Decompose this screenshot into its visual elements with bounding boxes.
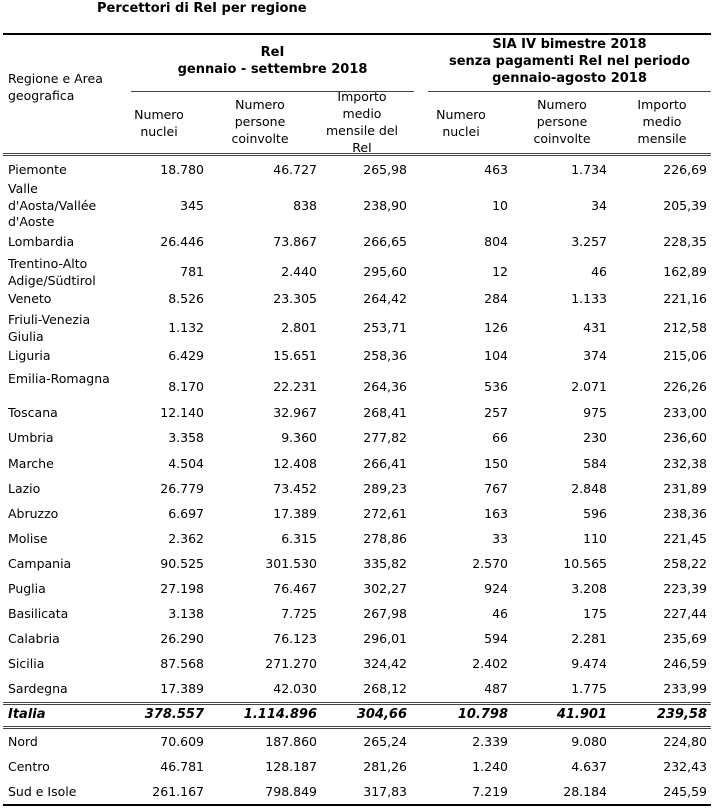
region-name: Toscana [8, 405, 58, 420]
cell-rei-nuclei: 26.290 [160, 631, 204, 646]
italia-rule-bottom-double [3, 728, 711, 729]
region-name: Marche [8, 456, 54, 471]
cell-rei-importo: 295,60 [363, 264, 407, 279]
cell-sia-importo: 232,43 [663, 759, 707, 774]
cell-rei-nuclei: 90.525 [160, 556, 204, 571]
cell-sia-persone: 1.734 [571, 162, 607, 177]
cell-sia-persone: 975 [583, 405, 607, 420]
italia-rule-top [3, 702, 711, 703]
cell-rei-importo: 296,01 [363, 631, 407, 646]
cell-rei-importo: 268,41 [363, 405, 407, 420]
group-rei-header [131, 44, 414, 78]
cell-sia-importo: 232,38 [663, 456, 707, 471]
region-name: Liguria [8, 348, 51, 363]
cell-sia-persone: 230 [583, 430, 607, 445]
region-name: Molise [8, 531, 48, 546]
cell-rei-persone: 22.231 [273, 379, 317, 394]
cell-sia-persone: 584 [583, 456, 607, 471]
cell-sia-importo: 224,80 [663, 734, 707, 749]
cell-sia-nuclei: 150 [484, 456, 508, 471]
cell-rei-nuclei: 781 [180, 264, 204, 279]
region-name: Italia [8, 707, 46, 722]
cell-rei-nuclei: 8.170 [168, 379, 204, 394]
region-name: Piemonte [8, 162, 67, 177]
cell-rei-importo: 268,12 [363, 681, 407, 696]
top-rule [3, 33, 711, 35]
cell-rei-importo: 304,66 [356, 707, 407, 722]
region-name: Friuli-Venezia Giulia [8, 312, 91, 344]
cell-sia-nuclei: 66 [492, 430, 508, 445]
cell-rei-importo: 267,98 [363, 606, 407, 621]
cell-sia-persone: 374 [583, 348, 607, 363]
cell-rei-persone: 32.967 [273, 405, 317, 420]
cell-sia-importo: 233,99 [663, 681, 707, 696]
cell-rei-importo: 258,36 [363, 348, 407, 363]
region-name: Lombardia [8, 234, 75, 249]
cell-sia-persone: 46 [591, 264, 607, 279]
cell-sia-persone: 1.775 [571, 681, 607, 696]
cell-sia-importo: 223,39 [663, 581, 707, 596]
cell-rei-nuclei: 6.429 [168, 348, 204, 363]
region-name: Puglia [8, 581, 46, 596]
cell-sia-nuclei: 104 [484, 348, 508, 363]
cell-sia-nuclei: 126 [484, 320, 508, 335]
cell-rei-persone: 6.315 [281, 531, 317, 546]
bottom-rule [3, 804, 711, 806]
cell-sia-nuclei: 10 [492, 198, 508, 213]
region-name: Campania [8, 556, 72, 571]
cell-rei-persone: 2.801 [281, 320, 317, 335]
cell-sia-nuclei: 284 [484, 291, 508, 306]
cell-sia-persone: 3.257 [571, 234, 607, 249]
cell-rei-persone: 798.849 [265, 784, 317, 799]
cell-rei-importo: 272,61 [363, 506, 407, 521]
cell-sia-importo: 258,22 [663, 556, 707, 571]
region-column-header: Regione e Area geografica [8, 71, 103, 103]
cell-rei-importo: 335,82 [363, 556, 407, 571]
cell-sia-importo: 231,89 [663, 481, 707, 496]
cell-rei-persone: 12.408 [273, 456, 317, 471]
col-header-sia-importo: Importo medio mensile [637, 97, 687, 146]
group-sia-line2: senza pagamenti ReI nel periodo [448, 54, 691, 69]
region-name: Veneto [8, 291, 52, 306]
cell-rei-persone: 76.123 [273, 631, 317, 646]
col-header-sia-nuclei: Numero nuclei [436, 107, 486, 139]
cell-rei-persone: 17.389 [273, 506, 317, 521]
col-header-rei-importo: Importo medio mensile del ReI [325, 89, 398, 155]
cell-sia-persone: 10.565 [563, 556, 607, 571]
cell-sia-persone: 175 [583, 606, 607, 621]
cell-sia-persone: 1.133 [571, 291, 607, 306]
cell-rei-persone: 73.867 [273, 234, 317, 249]
cell-rei-nuclei: 70.609 [160, 734, 204, 749]
cell-sia-importo: 227,44 [663, 606, 707, 621]
cell-sia-importo: 245,59 [663, 784, 707, 799]
cell-rei-nuclei: 1.132 [168, 320, 204, 335]
cell-rei-nuclei: 26.446 [160, 234, 204, 249]
cell-sia-persone: 41.901 [556, 707, 607, 722]
region-name: Sardegna [8, 681, 68, 696]
cell-rei-persone: 1.114.896 [243, 707, 317, 722]
cell-sia-importo: 205,39 [663, 198, 707, 213]
cell-sia-persone: 2.848 [571, 481, 607, 496]
cell-rei-nuclei: 17.389 [160, 681, 204, 696]
cell-rei-persone: 76.467 [273, 581, 317, 596]
cell-rei-nuclei: 3.138 [168, 606, 204, 621]
cell-rei-persone: 73.452 [273, 481, 317, 496]
cell-sia-importo: 212,58 [663, 320, 707, 335]
cell-rei-persone: 23.305 [273, 291, 317, 306]
cell-sia-persone: 431 [583, 320, 607, 335]
cell-sia-nuclei: 536 [484, 379, 508, 394]
cell-sia-importo: 221,45 [663, 531, 707, 546]
cell-sia-importo: 246,59 [663, 656, 707, 671]
cell-rei-importo: 266,41 [363, 456, 407, 471]
cell-sia-persone: 9.474 [571, 656, 607, 671]
cell-rei-nuclei: 8.526 [168, 291, 204, 306]
cell-rei-importo: 265,24 [363, 734, 407, 749]
cell-sia-importo: 235,69 [663, 631, 707, 646]
cell-rei-importo: 317,83 [363, 784, 407, 799]
region-name: Umbria [8, 430, 54, 445]
cell-sia-nuclei: 12 [492, 264, 508, 279]
cell-rei-persone: 46.727 [273, 162, 317, 177]
group-sia-line3: gennaio-agosto 2018 [492, 71, 647, 86]
cell-rei-importo: 278,86 [363, 531, 407, 546]
region-name: Nord [8, 734, 38, 749]
group-sia-underline [428, 91, 711, 92]
cell-rei-persone: 7.725 [281, 606, 317, 621]
cell-sia-nuclei: 924 [484, 581, 508, 596]
cell-rei-persone: 838 [293, 198, 317, 213]
cell-sia-importo: 228,35 [663, 234, 707, 249]
cell-sia-nuclei: 2.339 [472, 734, 508, 749]
cell-sia-nuclei: 1.240 [472, 759, 508, 774]
cell-sia-nuclei: 2.402 [472, 656, 508, 671]
cell-sia-importo: 215,06 [663, 348, 707, 363]
cell-rei-nuclei: 4.504 [168, 456, 204, 471]
cell-sia-nuclei: 594 [484, 631, 508, 646]
cell-rei-persone: 128.187 [265, 759, 317, 774]
cell-sia-nuclei: 46 [492, 606, 508, 621]
cell-rei-nuclei: 87.568 [160, 656, 204, 671]
region-name: Abruzzo [8, 506, 59, 521]
region-name: Trentino-Alto Adige/Südtirol [8, 256, 96, 288]
cell-sia-importo: 226,69 [663, 162, 707, 177]
cell-rei-persone: 301.530 [265, 556, 317, 571]
cell-sia-importo: 221,16 [663, 291, 707, 306]
cell-rei-importo: 264,42 [363, 291, 407, 306]
col-header-rei-nuclei: Numero nuclei [134, 107, 184, 139]
cell-rei-importo: 289,23 [363, 481, 407, 496]
col-header-sia-persone: Numero persone coinvolte [533, 97, 591, 146]
region-name: Valle d'Aosta/Vallée d'Aoste [8, 181, 97, 229]
cell-sia-nuclei: 163 [484, 506, 508, 521]
cell-rei-nuclei: 261.167 [152, 784, 204, 799]
cell-sia-persone: 110 [583, 531, 607, 546]
italia-rule-bottom [3, 726, 711, 727]
cell-sia-persone: 28.184 [563, 784, 607, 799]
cell-sia-importo: 233,00 [663, 405, 707, 420]
col-header-rei-persone: Numero persone coinvolte [231, 97, 289, 146]
region-name: Sicilia [8, 656, 45, 671]
region-name: Sud e Isole [8, 784, 77, 799]
cell-sia-persone: 34 [591, 198, 607, 213]
cell-sia-nuclei: 10.798 [457, 707, 508, 722]
cell-rei-nuclei: 6.697 [168, 506, 204, 521]
cell-sia-nuclei: 463 [484, 162, 508, 177]
cell-rei-importo: 266,65 [363, 234, 407, 249]
cell-rei-importo: 324,42 [363, 656, 407, 671]
cell-rei-nuclei: 12.140 [160, 405, 204, 420]
cell-rei-persone: 271.270 [265, 656, 317, 671]
italia-rule-top-double [3, 704, 711, 705]
cell-rei-importo: 277,82 [363, 430, 407, 445]
cell-rei-importo: 265,98 [363, 162, 407, 177]
cell-sia-importo: 238,36 [663, 506, 707, 521]
cell-sia-importo: 236,60 [663, 430, 707, 445]
cell-rei-persone: 9.360 [281, 430, 317, 445]
cell-sia-nuclei: 7.219 [472, 784, 508, 799]
region-name: Basilicata [8, 606, 69, 621]
cell-rei-nuclei: 2.362 [168, 531, 204, 546]
group-rei-line2: gennaio - settembre 2018 [177, 62, 368, 77]
cell-sia-importo: 226,26 [663, 379, 707, 394]
cell-sia-importo: 162,89 [663, 264, 707, 279]
cell-rei-nuclei: 378.557 [144, 707, 204, 722]
table-title: Percettori di ReI per regione [97, 1, 307, 16]
group-rei-line1: ReI [260, 45, 285, 60]
cell-sia-persone: 596 [583, 506, 607, 521]
cell-sia-persone: 3.208 [571, 581, 607, 596]
cell-sia-nuclei: 257 [484, 405, 508, 420]
cell-rei-persone: 187.860 [265, 734, 317, 749]
cell-sia-persone: 2.281 [571, 631, 607, 646]
region-name: Centro [8, 759, 50, 774]
cell-rei-persone: 2.440 [281, 264, 317, 279]
region-name: Lazio [8, 481, 41, 496]
cell-sia-persone: 9.080 [571, 734, 607, 749]
group-sia-line1: SIA IV bimestre 2018 [492, 37, 647, 52]
cell-sia-persone: 2.071 [571, 379, 607, 394]
cell-rei-importo: 281,26 [363, 759, 407, 774]
cell-rei-nuclei: 46.781 [160, 759, 204, 774]
cell-rei-nuclei: 26.779 [160, 481, 204, 496]
cell-rei-nuclei: 18.780 [160, 162, 204, 177]
cell-rei-importo: 264,36 [363, 379, 407, 394]
cell-rei-importo: 238,90 [363, 198, 407, 213]
cell-rei-nuclei: 3.358 [168, 430, 204, 445]
cell-rei-persone: 42.030 [273, 681, 317, 696]
cell-sia-nuclei: 487 [484, 681, 508, 696]
cell-sia-nuclei: 804 [484, 234, 508, 249]
cell-rei-importo: 253,71 [363, 320, 407, 335]
cell-rei-importo: 302,27 [363, 581, 407, 596]
region-name: Calabria [8, 631, 60, 646]
cell-rei-nuclei: 27.198 [160, 581, 204, 596]
cell-sia-importo: 239,58 [656, 707, 707, 722]
cell-rei-nuclei: 345 [180, 198, 204, 213]
cell-sia-persone: 4.637 [571, 759, 607, 774]
group-sia-header [428, 36, 711, 87]
cell-sia-nuclei: 33 [492, 531, 508, 546]
region-name: Emilia-Romagna [8, 371, 110, 386]
cell-sia-nuclei: 767 [484, 481, 508, 496]
cell-rei-persone: 15.651 [273, 348, 317, 363]
cell-sia-nuclei: 2.570 [472, 556, 508, 571]
